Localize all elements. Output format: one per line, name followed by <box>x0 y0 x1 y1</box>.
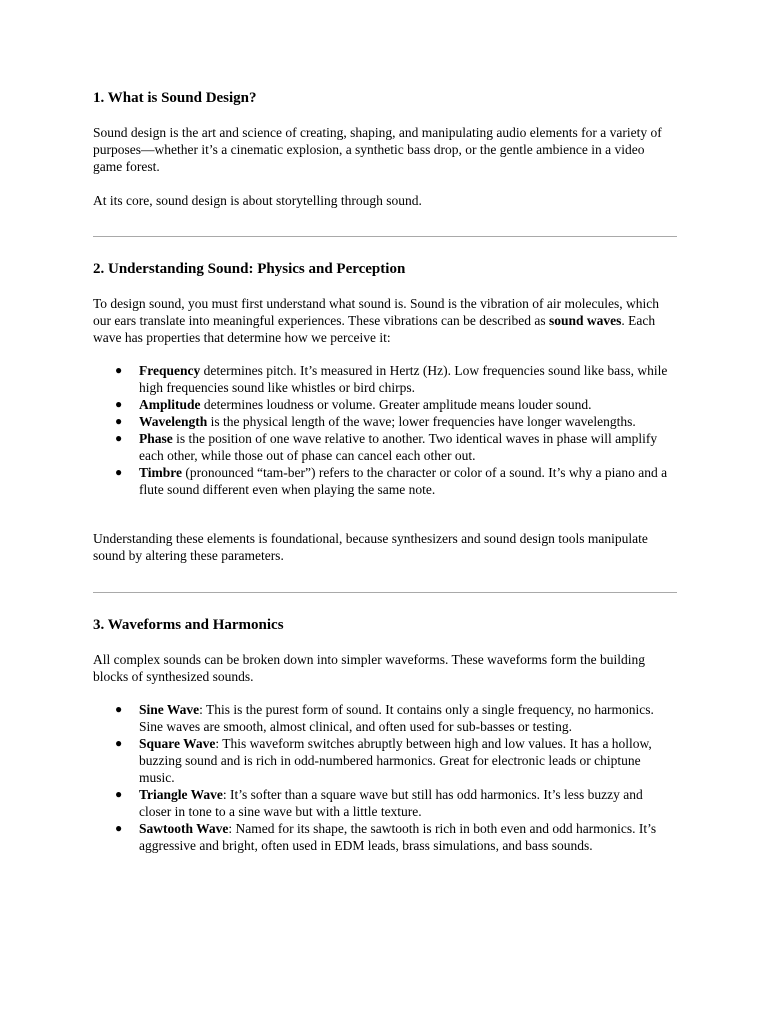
section-divider-2 <box>93 592 677 593</box>
list-item <box>93 362 677 396</box>
bullet-icon: ● <box>115 431 123 445</box>
bullet-icon: ● <box>115 414 123 428</box>
section-1-heading: 1. What is Sound Design? <box>93 90 257 106</box>
section-divider-1 <box>93 236 677 237</box>
list-item-term: Wavelength <box>139 414 208 429</box>
list-item-term: Phase <box>139 431 173 446</box>
list-item-text: is the physical length of the wave; lower frequencies have longer wavelengths. <box>207 414 636 429</box>
list-item-term: Frequency <box>139 363 201 378</box>
list-item-text: determines loudness or volume. Greater amplitude means louder sound. <box>200 397 592 412</box>
section-1-paragraph-1: Sound design is the art and science of creating, shaping, and manipulating audio elements for a variety of purposes—whether it’s a cinematic explosion, a synthetic bass drop, or the gentle ambience in a video game forest. <box>93 125 662 174</box>
list-item-term: Sine Wave <box>139 702 200 717</box>
list-item-term: Amplitude <box>139 397 201 412</box>
list-item <box>93 396 677 413</box>
list-item-text: : Named for its shape, the sawtooth is rich in both even and odd harmonics. It’s aggressive and bright, often used in EDM leads, brass simulations, and bass sounds. <box>139 821 657 853</box>
list-item-text: : This waveform switches abruptly between high and low values. It has a hollow, buzzing sound and is rich in odd-numbered harmonics. Great for electronic leads or chiptune music. <box>139 736 652 785</box>
list-item-text: determines pitch. It’s measured in Hertz (Hz). Low frequencies sound like bass, while high frequencies sound like whistles or bird chirps. <box>139 363 668 395</box>
bullet-icon: ● <box>115 363 123 377</box>
list-item <box>93 735 677 786</box>
list-item <box>93 430 677 464</box>
bullet-icon: ● <box>115 702 123 716</box>
waveforms-list <box>93 701 677 854</box>
properties-list <box>93 362 677 498</box>
bullet-icon: ● <box>115 821 123 835</box>
section-2-outro: Understanding these elements is foundational, because synthesizers and sound design tools manipulate sound by altering these parameters. <box>93 531 648 563</box>
bullet-icon: ● <box>115 787 123 801</box>
list-item-text: is the position of one wave relative to another. Two identical waves in phase will amplify each other, while those out of phase can cancel each other out. <box>139 431 658 463</box>
bullet-icon: ● <box>115 465 123 479</box>
section-2-heading: 2. Understanding Sound: Physics and Perception <box>93 261 406 277</box>
list-item <box>93 413 677 430</box>
list-item-text: : This is the purest form of sound. It contains only a single frequency, no harmonics. Sine waves are smooth, almost clinical, and often used for sub-basses or testing. <box>139 702 654 734</box>
section-3-heading: 3. Waveforms and Harmonics <box>93 617 284 633</box>
section-3-intro: All complex sounds can be broken down into simpler waveforms. These waveforms form the building blocks of synthesized sounds. <box>93 652 646 684</box>
list-item-term: Triangle Wave <box>139 787 223 802</box>
list-item <box>93 701 677 735</box>
section-2-intro <box>93 295 677 346</box>
list-item-text: : It’s softer than a square wave but still has odd harmonics. It’s less buzzy and closer in tone to a sine wave but with a little texture. <box>139 787 643 819</box>
bullet-icon: ● <box>115 736 123 750</box>
list-item <box>93 786 677 820</box>
list-item-term: Square Wave <box>139 736 216 751</box>
list-item-term: Timbre <box>139 465 183 480</box>
list-item-text: (pronounced “tam-ber”) refers to the character or color of a sound. It’s why a piano and a flute sound different even when playing the same note. <box>139 465 668 497</box>
section-2-intro-text-a: To design sound, you must first understand what sound is. Sound is the vibration of air molecules, which our ears translate into meaningful experiences. These vibrations can be described as <box>93 296 659 328</box>
section-1-paragraph-2: At its core, sound design is about storytelling through sound. <box>93 193 422 208</box>
list-item-term: Sawtooth Wave <box>139 821 229 836</box>
list-item <box>93 464 677 498</box>
section-2-intro-text-b: . Each wave has properties that determine how we perceive it: <box>93 313 656 345</box>
bullet-icon: ● <box>115 397 123 411</box>
section-2-intro-bold: sound waves <box>548 313 622 328</box>
list-item <box>93 820 677 854</box>
